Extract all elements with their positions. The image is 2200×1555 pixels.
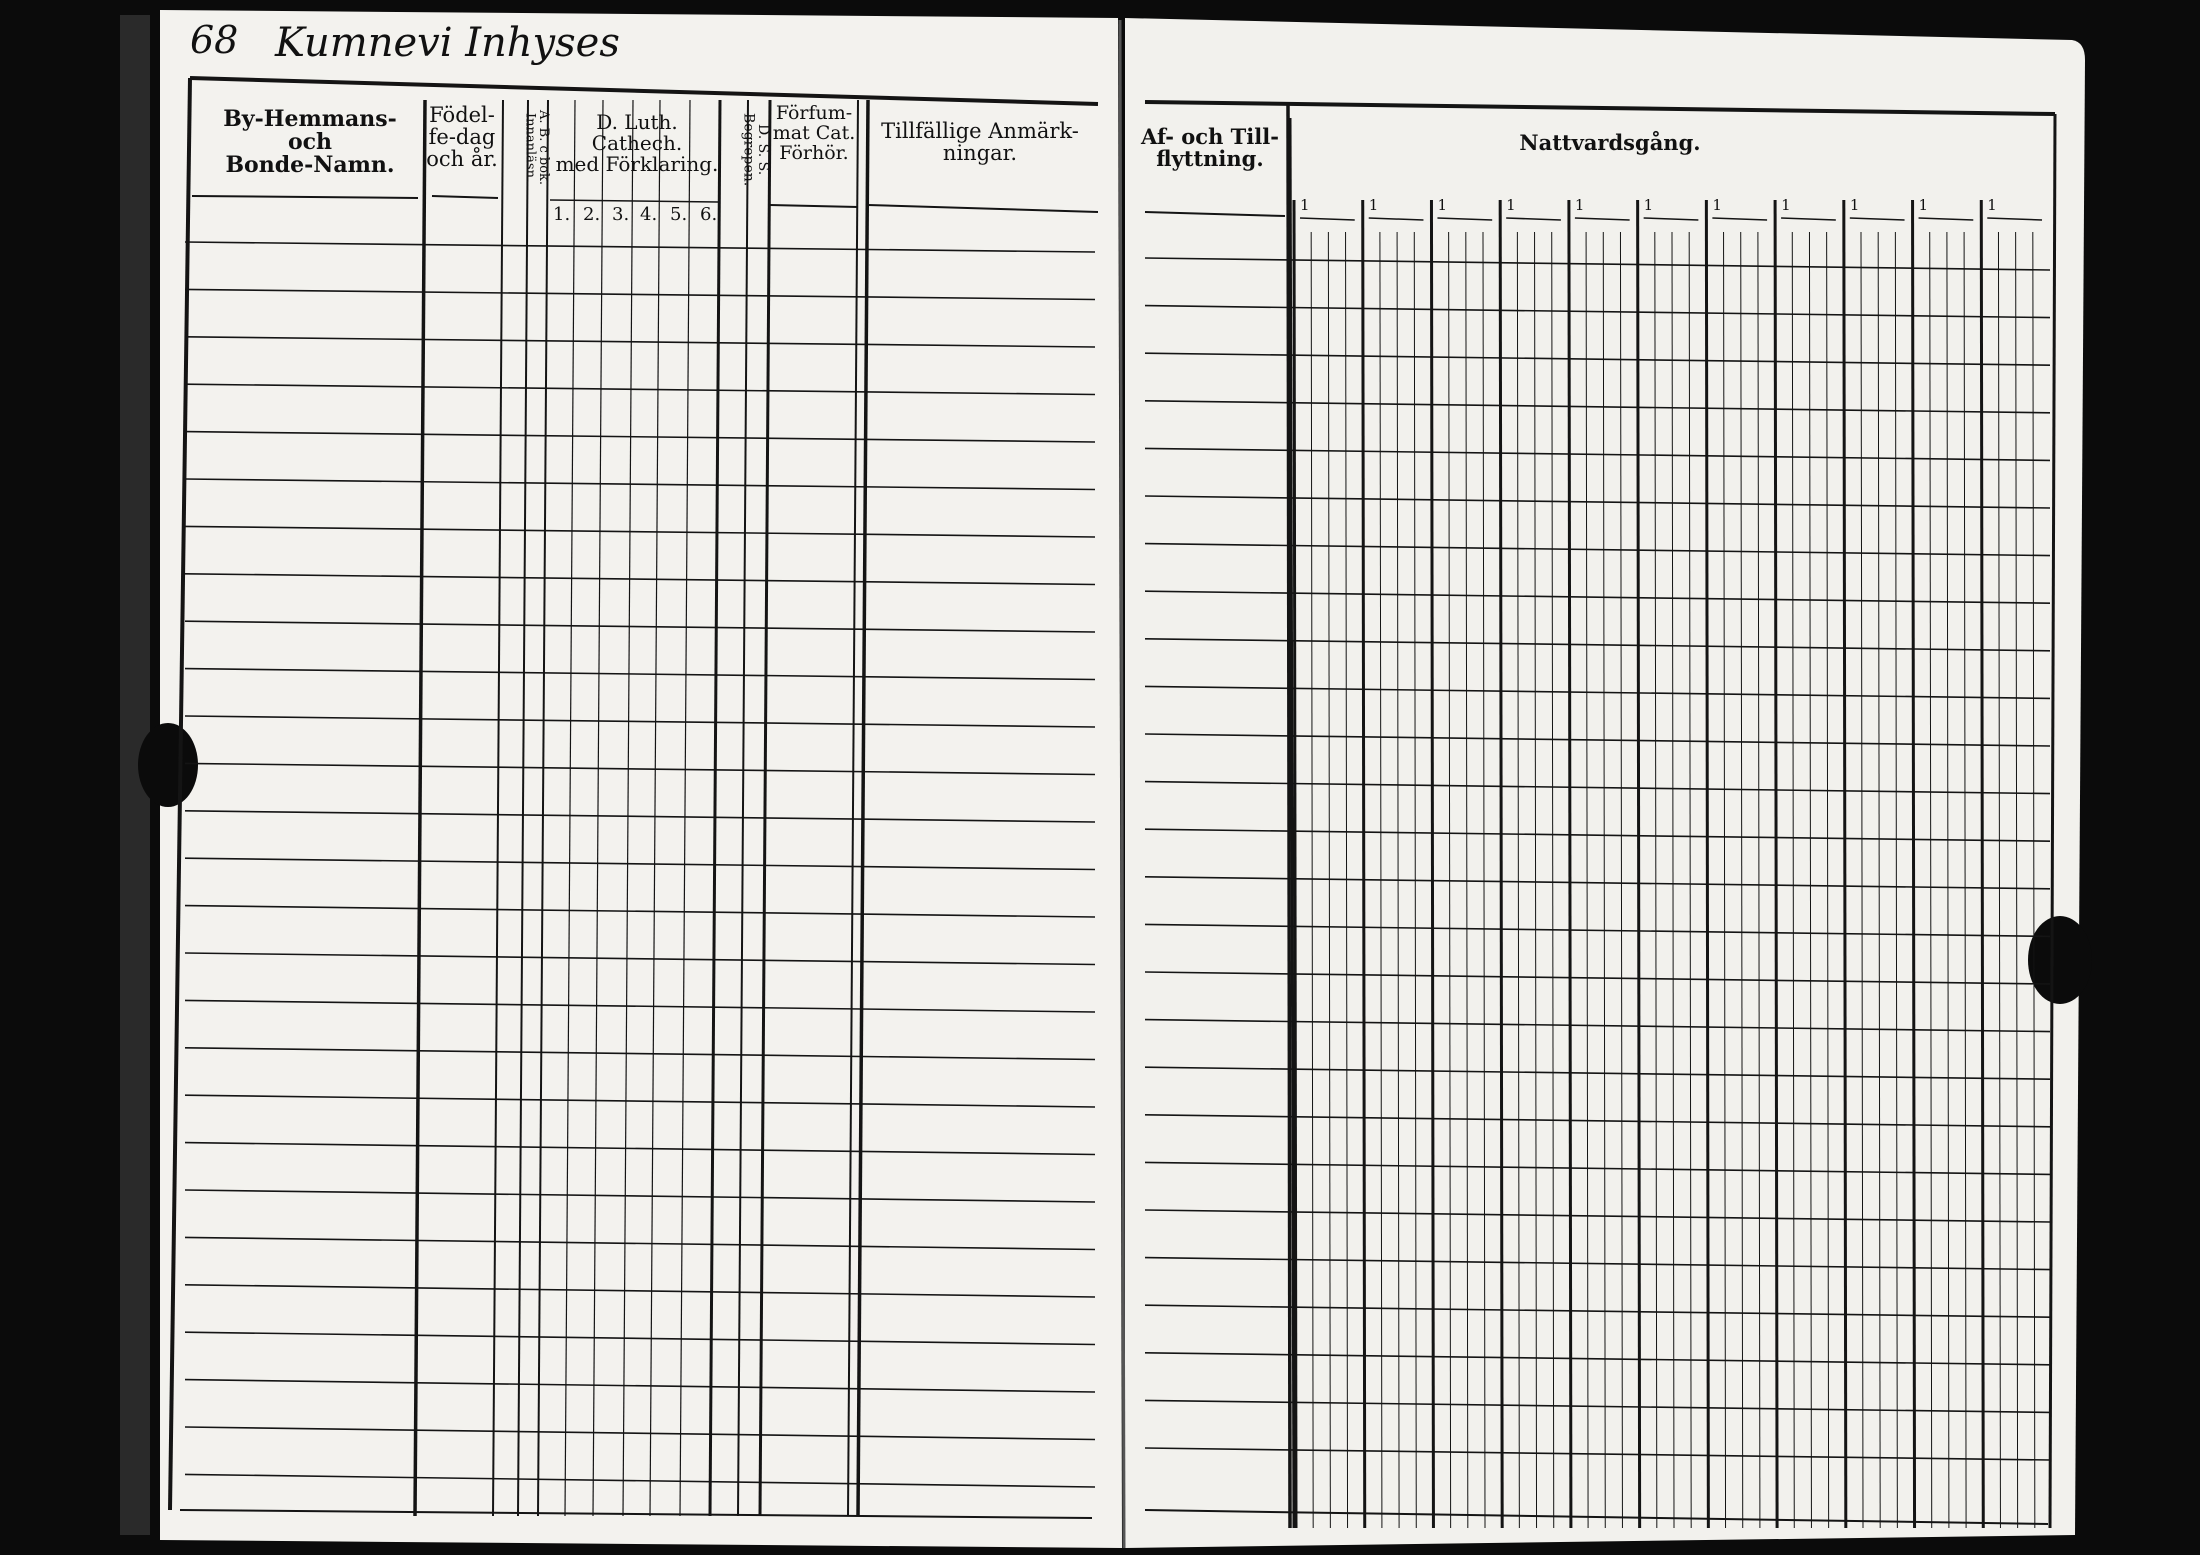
- header-dss-begrepen: D. S. S. Begrepen.: [740, 113, 771, 187]
- header-nattvardsgang: Nattvardsgång.: [1519, 130, 1701, 155]
- natt-group-rule: [1500, 200, 1502, 1528]
- natt-group-mark: 1: [1918, 196, 1929, 214]
- header-fodelse: Födel- fe-dag och år.: [426, 103, 498, 172]
- header-abc-bok: A. B. c bok. Innanläsn.: [522, 110, 551, 186]
- handwritten-title: Kumnevi Inhyses: [275, 20, 620, 66]
- luth-column-number: 1.: [553, 204, 571, 225]
- natt-group-rule: [1981, 200, 1983, 1528]
- natt-group-rule: [1913, 200, 1915, 1528]
- natt-group-mark: 1: [1643, 196, 1654, 214]
- natt-group-rule: [1844, 200, 1846, 1528]
- header-flyttning: Af- och Till- flyttning.: [1141, 124, 1279, 172]
- natt-group-rule: [1363, 200, 1365, 1528]
- natt-group-mark: 1: [1300, 196, 1310, 214]
- luth-column-number: 2.: [583, 204, 601, 225]
- natt-group-mark: 1: [1574, 196, 1585, 214]
- natt-group-mark: 1: [1987, 196, 1997, 214]
- natt-group-rule: [1775, 200, 1777, 1528]
- luth-column-number: 5.: [670, 204, 688, 225]
- natt-group-rule: [1569, 200, 1571, 1528]
- natt-group-mark: 1: [1712, 196, 1722, 214]
- luth-column-number: 4.: [640, 204, 658, 225]
- natt-group-rule: [1431, 200, 1433, 1528]
- header-luth-cathech: D. Luth. Cathech. med Förklaring.: [555, 110, 719, 176]
- header-by-hemmans: By-Hemmans- och Bonde-Namn.: [223, 106, 397, 179]
- natt-group-mark: 1: [1781, 196, 1791, 214]
- natt-group-mark: 1: [1368, 196, 1379, 214]
- header-anmarkningar: Tillfällige Anmärk- ningar.: [881, 119, 1079, 166]
- natt-group-mark: 1: [1849, 196, 1860, 214]
- natt-group-rule: [1294, 200, 1296, 1528]
- luth-column-number: 6.: [700, 204, 718, 225]
- page-number: 68: [190, 18, 239, 62]
- natt-group-mark: 1: [1437, 196, 1447, 214]
- natt-group-mark: 1: [1506, 196, 1516, 214]
- natt-group-rule: [1638, 200, 1640, 1528]
- header-forfummat: Förfum- mat Cat. Förhör.: [772, 102, 856, 164]
- left-page: [160, 10, 1122, 1548]
- natt-group-rule: [1706, 200, 1708, 1528]
- luth-column-number: 3.: [612, 204, 630, 225]
